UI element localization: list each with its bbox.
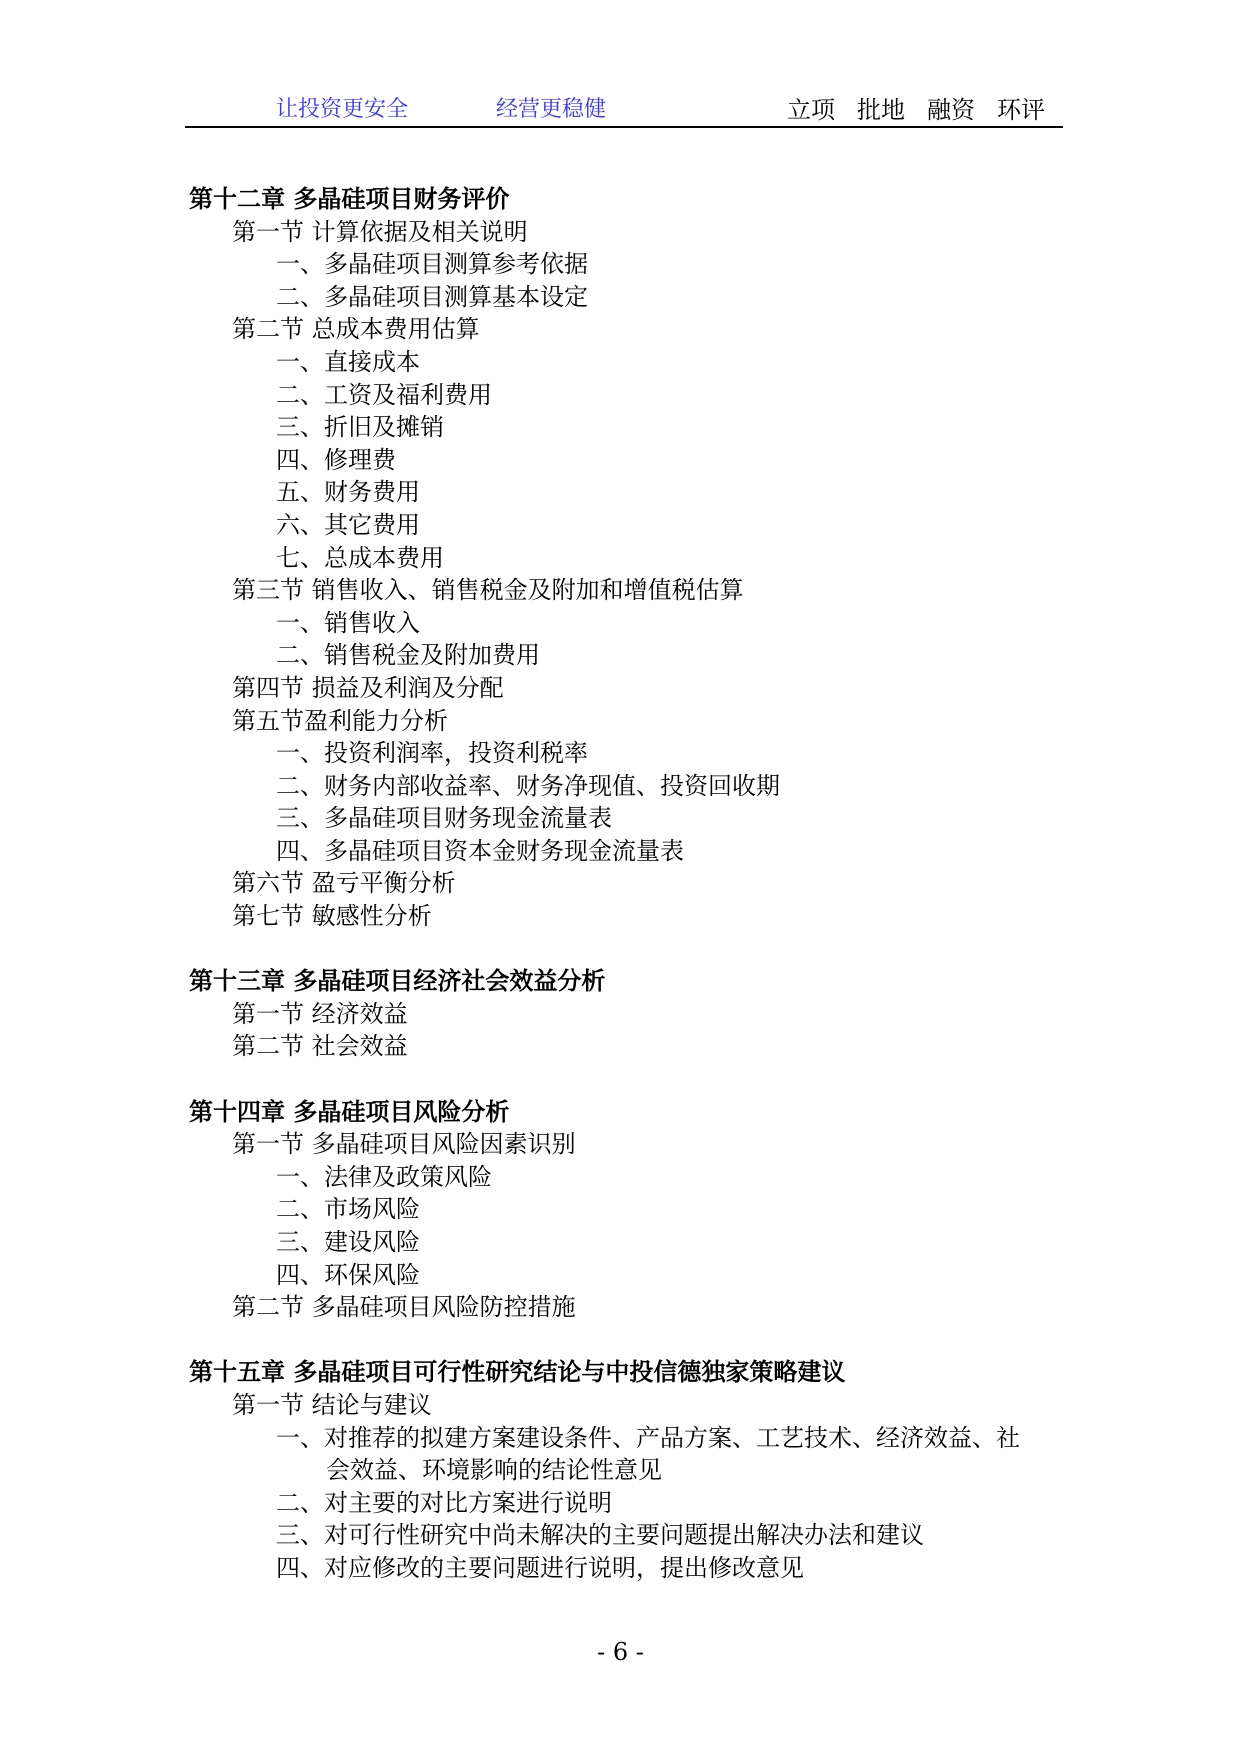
toc-item: 七、总成本费用 (276, 543, 444, 572)
chapter-spacer (189, 1324, 1069, 1357)
toc-item: 五、财务费用 (276, 478, 420, 507)
toc-item: 三、建设风险 (276, 1228, 420, 1256)
toc-item: 三、多晶硅项目财务现金流量表 (276, 804, 612, 833)
chapter-spacer (189, 1063, 1069, 1096)
toc-item: 六、其它费用 (276, 510, 420, 539)
header-service-approval: 立项 (787, 96, 835, 124)
toc-section-title: 第二节 总成本费用估算 (232, 315, 480, 344)
toc-item: 会效益、环境影响的结论性意见 (326, 1456, 662, 1485)
toc-item: 一、多晶硅项目测算参考依据 (276, 250, 588, 279)
toc-item: 一、直接成本 (276, 347, 420, 376)
toc-section-title: 第二节 多晶硅项目风险防控措施 (232, 1293, 576, 1322)
header-service-environment: 环评 (997, 96, 1045, 124)
toc-section-title: 第三节 销售收入、销售税金及附加和增值税估算 (232, 576, 744, 605)
toc-item: 四、环保风险 (276, 1260, 420, 1289)
toc-item: 三、对可行性研究中尚未解决的主要问题提出解决办法和建议 (276, 1521, 924, 1550)
toc-section-title: 第四节 损益及利润及分配 (232, 673, 504, 702)
page-header (185, 86, 1063, 128)
toc-item: 四、对应修改的主要问题进行说明，提出修改意见 (276, 1553, 804, 1582)
toc-item: 二、工资及福利费用 (276, 380, 492, 409)
toc-section-title: 第六节 盈亏平衡分析 (232, 869, 456, 898)
chapter-spacer (189, 933, 1069, 966)
toc-item: 一、销售收入 (276, 608, 420, 637)
header-service-land: 批地 (857, 96, 905, 124)
toc-section-title: 第一节 结论与建议 (232, 1390, 432, 1419)
toc-item: 二、财务内部收益率、财务净现值、投资回收期 (276, 771, 780, 800)
toc-item: 一、对推荐的拟建方案建设条件、产品方案、工艺技术、经济效益、社 (276, 1423, 1020, 1452)
toc-section-title: 第一节 经济效益 (232, 999, 408, 1028)
toc-chapter-title: 第十四章 多晶硅项目风险分析 (189, 1097, 510, 1126)
toc-item: 二、对主要的对比方案进行说明 (276, 1488, 612, 1517)
toc-chapter-title: 第十二章 多晶硅项目财务评价 (189, 185, 510, 213)
toc-item: 三、折旧及摊销 (276, 413, 444, 442)
toc-item: 二、多晶硅项目测算基本设定 (276, 282, 588, 311)
toc-section-title: 第七节 敏感性分析 (232, 902, 432, 931)
header-service-financing: 融资 (927, 96, 975, 124)
toc-item: 二、市场风险 (276, 1195, 420, 1224)
toc-section-title: 第五节盈利能力分析 (232, 706, 448, 735)
toc-item: 四、修理费 (276, 445, 396, 474)
table-of-contents (189, 183, 1069, 1585)
toc-section-title: 第一节 计算依据及相关说明 (232, 217, 528, 246)
header-slogan-stability: 经营更稳健 (496, 97, 607, 122)
header-services (765, 90, 1045, 125)
toc-chapter-title: 第十三章 多晶硅项目经济社会效益分析 (189, 967, 606, 996)
toc-item: 二、销售税金及附加费用 (276, 641, 540, 670)
toc-item: 四、多晶硅项目资本金财务现金流量表 (276, 836, 684, 865)
toc-section-title: 第一节 多晶硅项目风险因素识别 (232, 1130, 576, 1159)
toc-section-title: 第二节 社会效益 (232, 1032, 408, 1061)
page-number: - 6 - (597, 1638, 644, 1666)
header-slogan-safety: 让投资更安全 (276, 97, 409, 122)
toc-item: 一、投资利润率，投资利税率 (276, 739, 588, 768)
toc-chapter-title: 第十五章 多晶硅项目可行性研究结论与中投信德独家策略建议 (189, 1358, 846, 1387)
toc-item: 一、法律及政策风险 (276, 1162, 492, 1191)
